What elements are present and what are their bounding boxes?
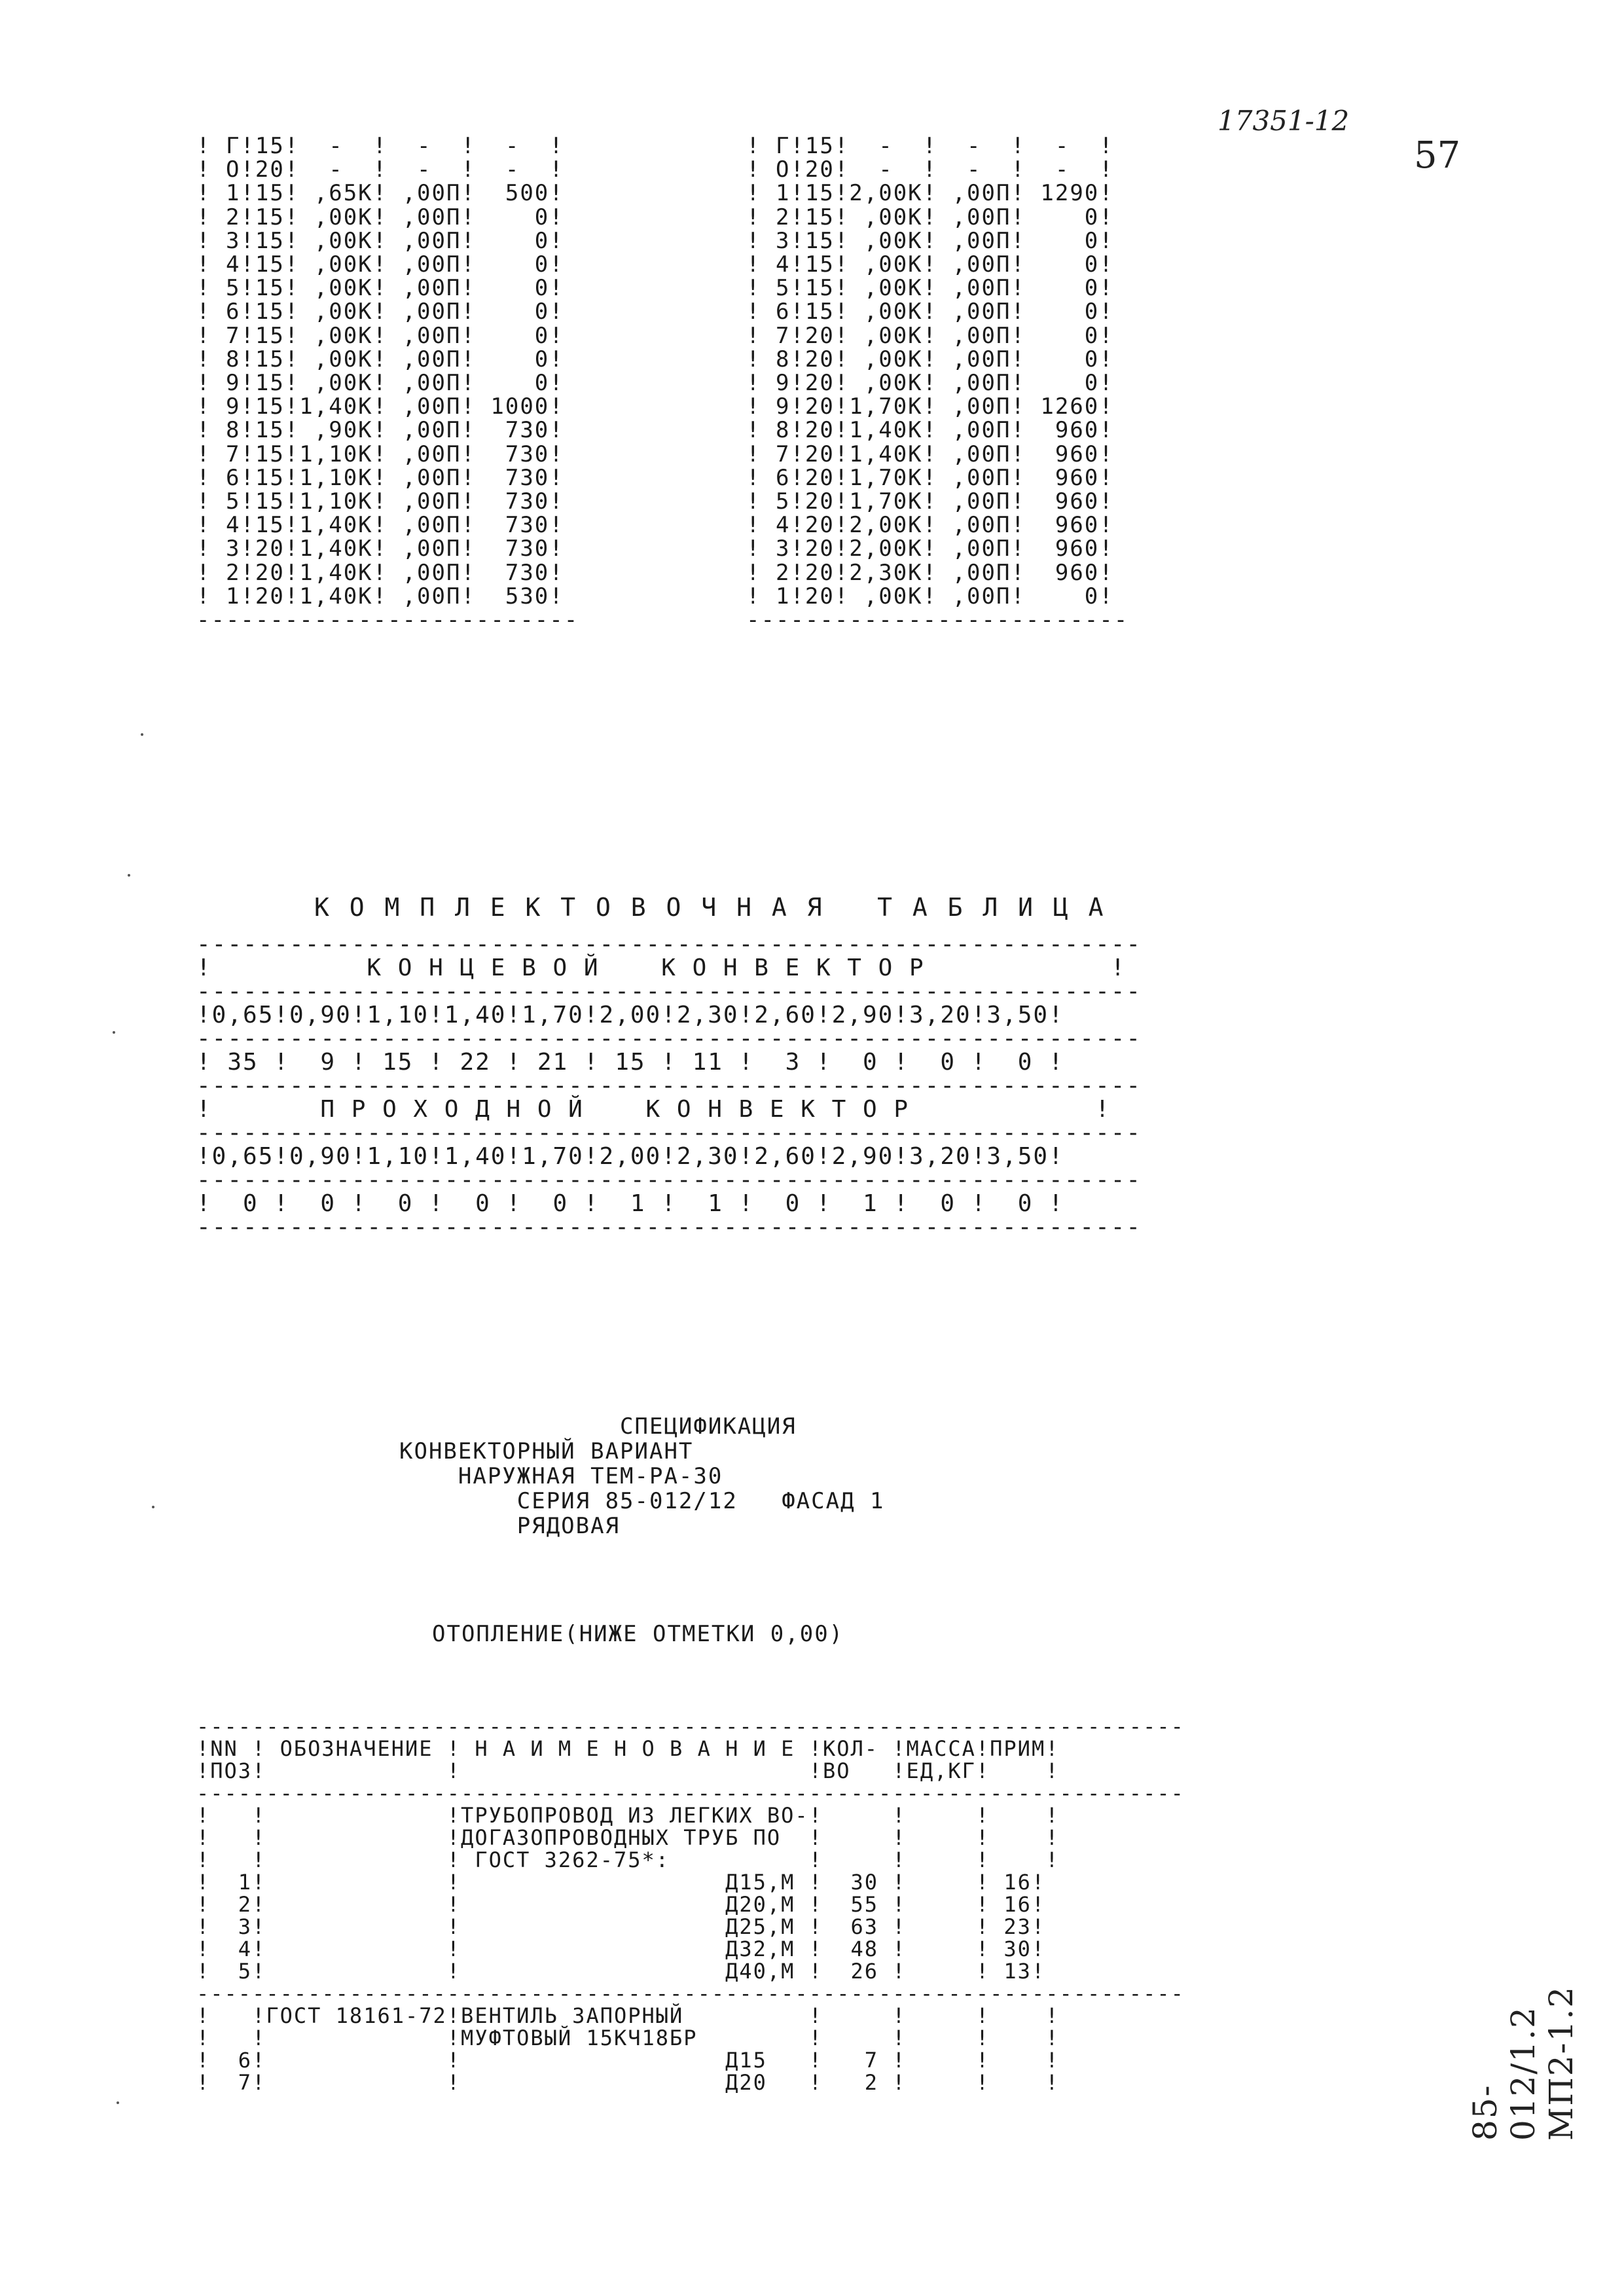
- document-reference: 17351-12: [1218, 105, 1350, 137]
- komplekt-table-title: К О М П Л Е К Т О В О Ч Н А Я Т А Б Л И Ц А: [314, 893, 1106, 922]
- convector-table-right: ! Г!15! - ! - ! - ! ! О!20! - ! - ! - ! ! 1!15!2,00К! ,00П! 1290! ! 2!15! ,00К! ,00П! 0! ! 3!15! ,00К! ,00П! 0! ! 4!15! ,00К! ,00П! 0! ! 5!15! ,00К! ,00П! 0! ! 6!15! ,00К! ,00П! 0! ! 7!20! ,00К! ,00П! 0! ! 8!20! ,00К! ,00П! 0! ! 9!20! ,00К! ,00П! 0! ! 9!20!1,70К! ,00П! 1260! ! 8!20!1,40К! ,00П! 960! ! 7!20!1,40К! ,00П! 960! ! 6!20!1,70К! ,00П! 960! ! 5!20!1,70К! ,00П! 960! ! 4!20!2,00К! ,00П! 960! ! 3!20!2,00К! ,00П! 960! ! 2!20!2,30К! ,00П! 960! ! 1!20! ,00К! ,00П! 0! --------------------------: [746, 133, 1129, 634]
- specification-subtitle: ОТОПЛЕНИЕ(НИЖЕ ОТМЕТКИ 0,00): [432, 1621, 844, 1647]
- scan-speck: [117, 2101, 119, 2104]
- page-number: 57: [1414, 134, 1461, 177]
- series-code-stamp: 85-012/1.2 МП2-1.2: [1466, 1985, 1580, 2141]
- specification-table: ----------------------------------------------------------------------- !NN ! ОБОЗНАЧЕНИЕ ! Н А И М Е Н О В А Н И Е !КОЛ- !МАССА!ПРИМ! !ПОЗ! ! !ВО !ЕД,КГ! ! ----------------------------------------------------------------------- ! ! !ТРУБОПРОВОД ИЗ ЛЕГКИХ ВО-! ! ! ! ! ! !ДОГАЗОПРОВОДНЫХ ТРУБ ПО ! ! ! ! ! ! ! ГОСТ 3262-75*: ! ! ! ! ! 1! ! Д15,М ! 30 ! ! 16! ! 2! ! Д20,М ! 55 ! ! 16! ! 3! ! Д25,М ! 63 ! ! 23! ! 4! ! Д32,М ! 48 ! ! 30! ! 5! ! Д40,М ! 26 ! ! 13! ----------------------------------------------------------------------- ! !ГОСТ 18161-72!ВЕНТИЛЬ ЗАПОРНЫЙ ! ! ! ! ! ! !МУФТОВЫЙ 15КЧ18БР ! ! ! ! ! 6! ! Д15 ! 7 ! ! ! ! 7! ! Д20 ! 2 ! ! !: [196, 1714, 1185, 2095]
- komplekt-table: ------------------------------------------------------------- ! К О Н Ц Е В О Й К О Н В Е К Т О Р ! ------------------------------------------------------------- !0,65!0,90!1,10!1,40!1,70!2,00!2,30!2,60!2,90!3,20!3,50! ------------------------------------------------------------- ! 35 ! 9 ! 15 ! 22 ! 21 ! 15 ! 11 ! 3 ! 0 ! 0 ! 0 ! ------------------------------------------------------------- ! П Р О Х О Д Н О Й К О Н В Е К Т О Р ! ------------------------------------------------------------- !0,65!0,90!1,10!1,40!1,70!2,00!2,30!2,60!2,90!3,20!3,50! ------------------------------------------------------------- ! 0 ! 0 ! 0 ! 0 ! 0 ! 1 ! 1 ! 0 ! 1 ! 0 ! 0 ! -------------------------------------------------------------: [196, 931, 1142, 1241]
- scan-speck: [128, 874, 130, 877]
- scan-speck: [141, 733, 143, 736]
- scan-speck: [113, 1031, 115, 1034]
- specification-heading: СПЕЦИФИКАЦИЯ КОНВЕКТОРНЫЙ ВАРИАНТ НАРУЖНАЯ ТЕМ-РА-30 СЕРИЯ 85-012/12 ФАСАД 1 РЯДОВАЯ: [399, 1413, 885, 1539]
- convector-table-left: ! Г!15! - ! - ! - ! ! О!20! - ! - ! - ! ! 1!15! ,65К! ,00П! 500! ! 2!15! ,00К! ,00П! 0! ! 3!15! ,00К! ,00П! 0! ! 4!15! ,00К! ,00П! 0! ! 5!15! ,00К! ,00П! 0! ! 6!15! ,00К! ,00П! 0! ! 7!15! ,00К! ,00П! 0! ! 8!15! ,00К! ,00П! 0! ! 9!15! ,00К! ,00П! 0! ! 9!15!1,40К! ,00П! 1000! ! 8!15! ,90К! ,00П! 730! ! 7!15!1,10К! ,00П! 730! ! 6!15!1,10К! ,00П! 730! ! 5!15!1,10К! ,00П! 730! ! 4!15!1,40К! ,00П! 730! ! 3!20!1,40К! ,00П! 730! ! 2!20!1,40К! ,00П! 730! ! 1!20!1,40К! ,00П! 530! --------------------------: [196, 133, 579, 634]
- scan-speck: [152, 1506, 154, 1508]
